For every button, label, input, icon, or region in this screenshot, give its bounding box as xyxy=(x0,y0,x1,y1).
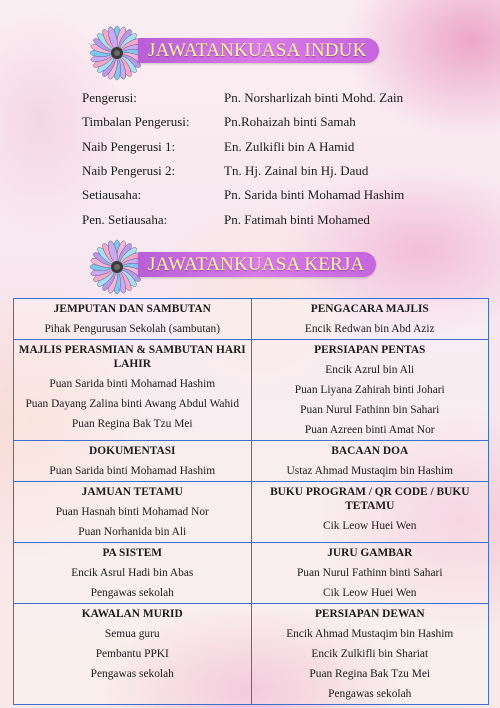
committee-member: Encik Asrul Hadi bin Abas xyxy=(71,567,194,579)
induk-role: Naib Pengerusi 1: xyxy=(82,138,176,154)
induk-name: Pn. Norsharlizah binti Mohd. Zain xyxy=(224,90,404,106)
jawatankuasa-kerja-table xyxy=(13,298,489,705)
committee-heading: JAMUAN TETAMU xyxy=(81,486,183,498)
committee-heading: PERSIAPAN PENTAS xyxy=(314,344,426,356)
committee-member: Ustaz Ahmad Mustaqim bin Hashim xyxy=(286,465,453,477)
committee-member: Pengawas sekolah xyxy=(328,688,412,700)
induk-role: Pengerusi: xyxy=(82,90,137,106)
committee-member: Cik Leow Huei Wen xyxy=(323,520,417,532)
induk-name: En. Zulkifli bin A Hamid xyxy=(224,138,355,154)
committee-cell xyxy=(251,340,489,441)
table-row xyxy=(14,441,489,482)
committee-cell xyxy=(251,299,489,340)
committee-cell xyxy=(14,299,252,340)
committee-member: Pengawas sekolah xyxy=(90,668,174,680)
committee-cell xyxy=(251,543,489,604)
committee-cell xyxy=(14,482,252,543)
committee-heading: PENGACARA MAJLIS xyxy=(310,303,429,315)
table-row xyxy=(14,543,489,604)
table-row xyxy=(14,299,489,340)
committee-member: Puan Regina Bak Tzu Mei xyxy=(309,668,431,680)
table-row xyxy=(14,482,489,543)
section-title-kerja: JAWATANKUASA KERJA xyxy=(138,252,376,277)
committee-heading: JURU GAMBAR xyxy=(327,547,413,559)
committee-member: Encik Ahmad Mustaqim bin Hashim xyxy=(286,628,454,640)
committee-heading: DOKUMENTASI xyxy=(89,445,176,457)
induk-role: Timbalan Pengerusi: xyxy=(82,114,190,130)
committee-member: Puan Norhanida bin Ali xyxy=(78,526,187,538)
induk-row xyxy=(82,110,482,134)
committee-member: Pihak Pengurusan Sekolah (sambutan) xyxy=(44,323,221,335)
committee-heading: JEMPUTAN DAN SAMBUTAN xyxy=(53,303,211,315)
committee-member: Semua guru xyxy=(104,628,160,640)
induk-list xyxy=(82,86,482,232)
committee-member: Encik Azrul bin Ali xyxy=(325,364,415,376)
committee-heading: BUKU PROGRAM / QR CODE / BUKU TETAMU xyxy=(270,486,470,512)
committee-cell xyxy=(14,543,252,604)
committee-heading: MAJLIS PERASMIAN & SAMBUTAN HARI LAHIR xyxy=(18,344,246,370)
banner-jawatankuasa-induk xyxy=(88,24,408,80)
committee-member: Puan Nurul Fathinn bin Sahari xyxy=(300,404,440,416)
section-title-induk: JAWATANKUASA INDUK xyxy=(138,38,379,63)
committee-cell xyxy=(251,604,489,705)
induk-name: Pn. Sarida binti Mohamad Hashim xyxy=(224,187,405,203)
committee-member: Pengawas sekolah xyxy=(90,587,174,599)
induk-role: Pen. Setiausaha: xyxy=(82,211,168,227)
table-row xyxy=(14,604,489,705)
committee-member: Puan Azreen binti Amat Nor xyxy=(304,424,435,436)
committee-cell xyxy=(14,441,252,482)
induk-row xyxy=(82,86,482,110)
induk-row xyxy=(82,207,482,231)
induk-row xyxy=(82,183,482,207)
committee-member: Puan Liyana Zahirah binti Johari xyxy=(294,384,445,396)
committee-member: Cik Leow Huei Wen xyxy=(323,587,417,599)
committee-member: Puan Regina Bak Tzu Mei xyxy=(71,418,193,430)
induk-role: Setiausaha: xyxy=(82,187,142,203)
committee-member: Puan Sarida binti Mohamad Hashim xyxy=(49,378,216,390)
induk-name: Tn. Hj. Zainal bin Hj. Daud xyxy=(224,163,369,179)
induk-role: Naib Pengerusi 2: xyxy=(82,163,176,179)
induk-row xyxy=(82,135,482,159)
committee-cell xyxy=(251,441,489,482)
table-row xyxy=(14,340,489,441)
committee-cell xyxy=(251,482,489,543)
committee-heading: BACAAN DOA xyxy=(331,445,409,457)
committee-heading: KAWALAN MURID xyxy=(81,608,183,620)
induk-name: Pn.Rohaizah binti Samah xyxy=(224,114,356,130)
committee-cell xyxy=(14,604,252,705)
committee-heading: PERSIAPAN DEWAN xyxy=(314,608,425,620)
committee-member: Puan Sarida binti Mohamad Hashim xyxy=(49,465,216,477)
induk-name: Pn. Fatimah binti Mohamed xyxy=(224,211,370,227)
induk-row xyxy=(82,159,482,183)
committee-member: Pembantu PPKI xyxy=(95,648,169,660)
committee-member: Puan Hasnah binti Mohamad Nor xyxy=(55,506,209,518)
committee-member: Puan Nurul Fathinn binti Sahari xyxy=(296,567,443,579)
banner-jawatankuasa-kerja xyxy=(88,238,408,294)
committee-member: Encik Redwan bin Abd Aziz xyxy=(304,323,435,335)
committee-member: Encik Zulkifli bin Shariat xyxy=(311,648,429,660)
committee-heading: PA SISTEM xyxy=(102,547,163,559)
committee-member: Puan Dayang Zalina binti Awang Abdul Wahid xyxy=(25,398,240,410)
committee-cell xyxy=(14,340,252,441)
